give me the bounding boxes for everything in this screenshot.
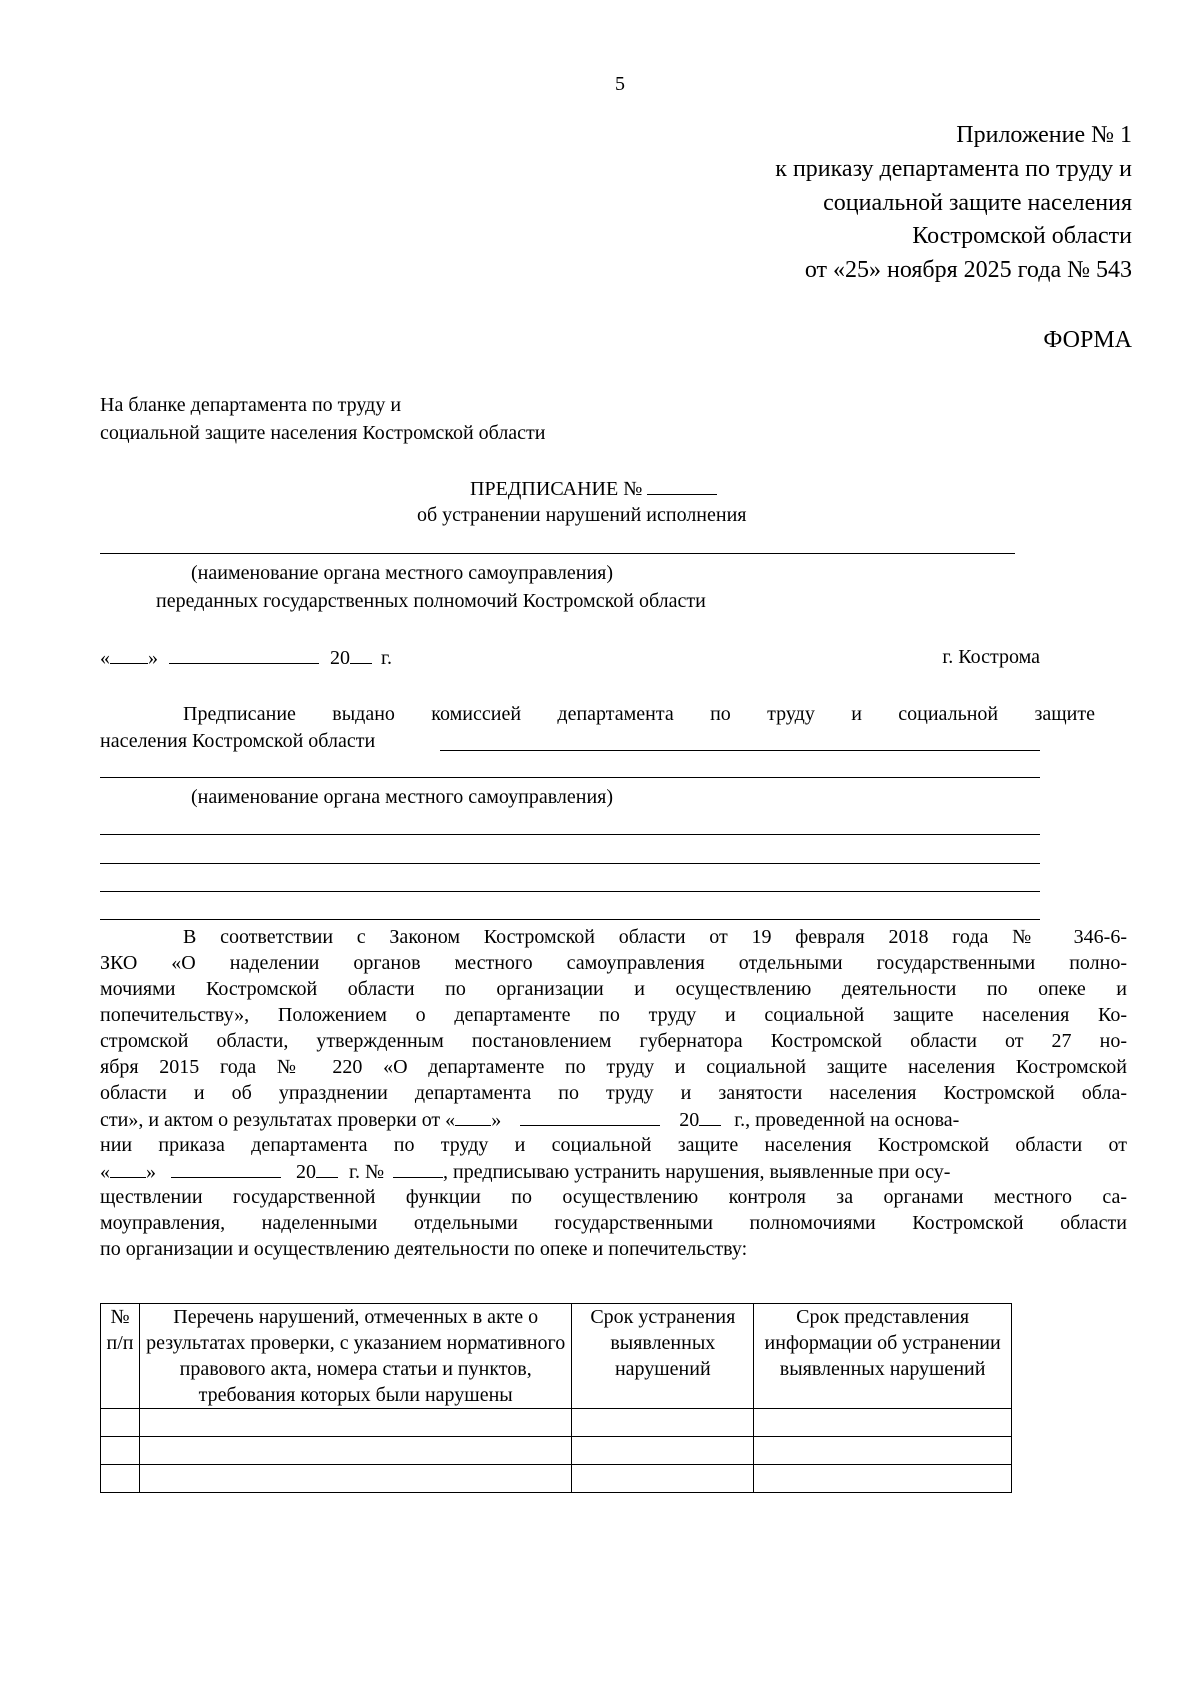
title-prefix: ПРЕДПИСАНИЕ № — [470, 478, 643, 500]
form-label: ФОРМА — [1043, 327, 1132, 353]
body-line-2: ЗКО «О наделении органов местного самоуправления отдельными государственными полно- — [100, 952, 1127, 974]
table-cell[interactable] — [101, 1437, 140, 1465]
table-cell[interactable] — [101, 1465, 140, 1493]
document-title — [470, 476, 717, 501]
header-violations: Перечень нарушений, отмеченных в акте о результатах проверки, с указанием нормативного правового акта, номера статьи и пунктов, требования которых были нарушены — [139, 1304, 571, 1409]
title-continuation: переданных государственных полномочий Костромской области — [156, 590, 706, 612]
body-line-8 — [100, 1107, 1127, 1134]
body-line-8-a: сти», и актом о результатах проверки от « — [100, 1109, 456, 1131]
table-cell[interactable] — [139, 1465, 571, 1493]
body-line-10-b: » — [146, 1161, 156, 1183]
date-day-blank[interactable] — [110, 645, 148, 664]
date-month-blank[interactable] — [169, 645, 319, 664]
table-cell[interactable] — [754, 1465, 1012, 1493]
date-year-prefix: 20 — [330, 647, 350, 669]
body-line-7: области и об упразднении департамента по труду и занятости населения Костромской обла- — [100, 1082, 1127, 1104]
body-line-11: ществлении государственной функции по осуществлению контроля за органами местного са- — [100, 1186, 1127, 1208]
body-line-9: нии приказа департамента по труду и социальной защите населения Костромской области от — [100, 1134, 1127, 1156]
body-line-1: В соответствии с Законом Костромской области от 19 февраля 2018 года № 346-6- — [183, 926, 1127, 948]
issued-caption: (наименование органа местного самоуправления) — [191, 786, 614, 808]
table-cell[interactable] — [572, 1409, 754, 1437]
title-subtitle: об устранении нарушений исполнения — [417, 504, 747, 526]
date-row — [100, 645, 392, 670]
date-close-quote: » — [148, 647, 158, 669]
body-line-3: мочиями Костромской области по организации и осуществлению деятельности по опеке и — [100, 978, 1127, 1000]
table-cell[interactable] — [101, 1409, 140, 1437]
appendix-line-1: Приложение № 1 — [956, 122, 1132, 148]
issued-line-2: населения Костромской области — [100, 730, 376, 752]
blank-line-1[interactable] — [100, 834, 1040, 835]
table-cell[interactable] — [139, 1409, 571, 1437]
body-line-10-a: « — [100, 1161, 110, 1183]
body-line-12: моуправления, наделенными отдельными государственными полномочиями Костромской области — [100, 1212, 1127, 1234]
order-year-blank[interactable] — [316, 1159, 338, 1178]
blank-line-3[interactable] — [100, 891, 1040, 892]
body-line-13: по организации и осуществлению деятельности по опеке и попечительству: — [100, 1238, 748, 1260]
body-line-8-b: » — [491, 1109, 502, 1131]
table-cell[interactable] — [754, 1437, 1012, 1465]
issued-authority-line[interactable] — [100, 777, 1040, 778]
body-line-8-d: г., проведенной на основа- — [734, 1109, 960, 1131]
order-number-blank[interactable] — [393, 1159, 443, 1178]
date-year-suffix: г. — [381, 647, 392, 669]
table-cell[interactable] — [572, 1437, 754, 1465]
table-cell[interactable] — [572, 1465, 754, 1493]
title-number-blank[interactable] — [647, 476, 717, 495]
date-open-quote: « — [100, 647, 110, 669]
order-day-blank[interactable] — [110, 1159, 146, 1178]
issued-line-1: Предписание выдано комиссией департамента по труду и социальной защите — [183, 703, 1095, 725]
city: г. Кострома — [942, 646, 1040, 668]
body-line-10-c: 20 — [296, 1161, 316, 1183]
table-cell[interactable] — [754, 1409, 1012, 1437]
appendix-line-3: социальной защите населения — [823, 190, 1132, 216]
appendix-line-2: к приказу департамента по труду и — [775, 156, 1132, 182]
table-row — [101, 1409, 1012, 1437]
body-line-10-e: , предписываю устранить нарушения, выявленные при осу- — [443, 1161, 951, 1183]
violations-table — [100, 1303, 1012, 1493]
act-year-blank[interactable] — [699, 1107, 721, 1126]
header-report-deadline: Срок представления информации об устранении выявленных нарушений — [754, 1304, 1012, 1409]
body-line-6: ября 2015 года № 220 «О департаменте по труду и социальной защите населения Костромской — [100, 1056, 1127, 1078]
table-row — [101, 1437, 1012, 1465]
body-line-8-c: 20 — [679, 1109, 700, 1131]
appendix-line-4: Костромской области — [912, 223, 1132, 249]
table-header-row — [101, 1304, 1012, 1409]
body-line-10-d: г. № — [349, 1161, 385, 1183]
issued-commission-line[interactable] — [440, 750, 1040, 751]
date-year-blank[interactable] — [350, 645, 372, 664]
blank-note-line-2: социальной защите населения Костромской области — [100, 422, 546, 444]
header-number: № п/п — [101, 1304, 140, 1409]
act-day-blank[interactable] — [455, 1107, 491, 1126]
act-month-blank[interactable] — [520, 1107, 660, 1126]
page-number: 5 — [615, 73, 625, 95]
body-line-10 — [100, 1159, 1127, 1186]
blank-note-line-1: На бланке департамента по труду и — [100, 394, 402, 416]
table-cell[interactable] — [139, 1437, 571, 1465]
table-row — [101, 1465, 1012, 1493]
appendix-line-5: от «25» ноября 2025 года № 543 — [804, 257, 1132, 283]
blank-line-4[interactable] — [100, 919, 1040, 920]
authority-caption: (наименование органа местного самоуправления) — [191, 562, 614, 584]
order-month-blank[interactable] — [171, 1159, 281, 1178]
blank-line-2[interactable] — [100, 863, 1040, 864]
body-line-4: попечительству», Положением о департаменте по труду и социальной защите населения Ко- — [100, 1004, 1127, 1026]
body-line-5: стромской области, утвержденным постановлением губернатора Костромской области от 27 но- — [100, 1030, 1127, 1052]
authority-name-line[interactable] — [100, 553, 1015, 554]
header-deadline: Срок устранения выявленных нарушений — [572, 1304, 754, 1409]
